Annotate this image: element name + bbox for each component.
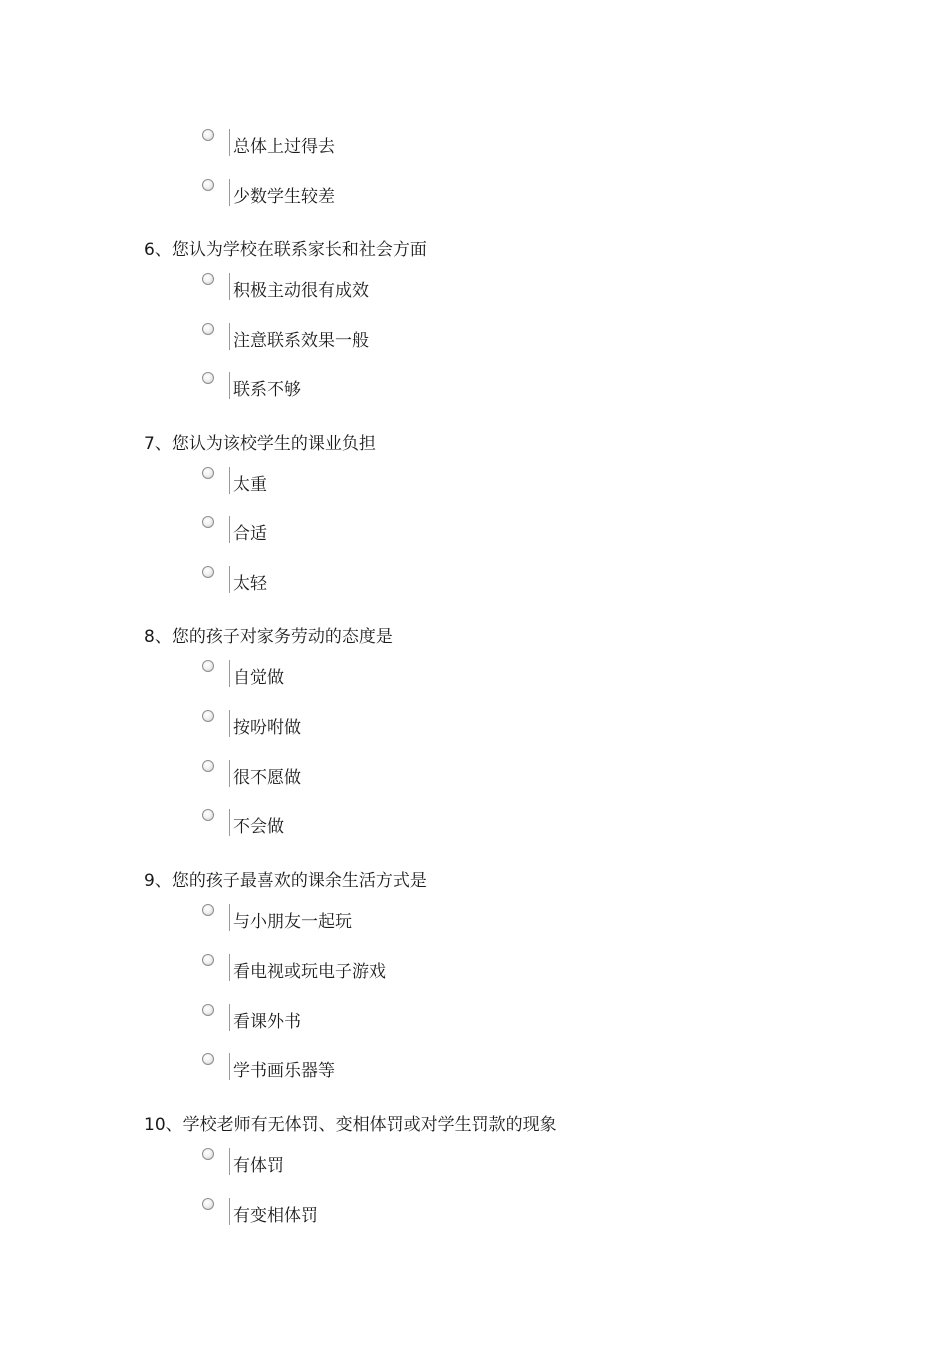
option-label: 不会做	[233, 817, 284, 837]
question-8-option-4[interactable]	[202, 809, 602, 839]
radio-button[interactable]	[202, 179, 214, 191]
option-label: 合适	[233, 524, 267, 544]
option-separator	[229, 1198, 230, 1225]
option-label: 看课外书	[233, 1012, 301, 1032]
radio-button[interactable]	[202, 760, 214, 772]
radio-button[interactable]	[202, 954, 214, 966]
question-5-option-2[interactable]	[202, 179, 602, 209]
question-6-title: 6、您认为学校在联系家长和社会方面	[144, 240, 427, 260]
option-label: 太轻	[233, 574, 267, 594]
question-7-title: 7、您认为该校学生的课业负担	[144, 434, 376, 454]
question-10-title: 10、学校老师有无体罚、变相体罚或对学生罚款的现象	[144, 1115, 557, 1135]
radio-button[interactable]	[202, 467, 214, 479]
option-separator	[229, 323, 230, 350]
option-label: 积极主动很有成效	[233, 281, 369, 301]
question-8-option-3[interactable]	[202, 760, 602, 790]
radio-button[interactable]	[202, 516, 214, 528]
option-label: 学书画乐器等	[233, 1061, 335, 1081]
option-separator	[229, 904, 230, 931]
question-9-option-3[interactable]	[202, 1004, 602, 1034]
question-9-option-1[interactable]	[202, 904, 602, 934]
question-7-option-2[interactable]	[202, 516, 602, 546]
option-separator	[229, 129, 230, 156]
question-10-option-1[interactable]	[202, 1148, 602, 1178]
radio-button[interactable]	[202, 1053, 214, 1065]
option-separator	[229, 179, 230, 206]
question-9-option-2[interactable]	[202, 954, 602, 984]
option-separator	[229, 660, 230, 687]
option-separator	[229, 372, 230, 399]
option-label: 注意联系效果一般	[233, 331, 369, 351]
question-10-option-2[interactable]	[202, 1198, 602, 1228]
question-8-title: 8、您的孩子对家务劳动的态度是	[144, 627, 393, 647]
option-label: 很不愿做	[233, 768, 301, 788]
question-8-option-1[interactable]	[202, 660, 602, 690]
radio-button[interactable]	[202, 809, 214, 821]
radio-button[interactable]	[202, 710, 214, 722]
radio-button[interactable]	[202, 1148, 214, 1160]
radio-button[interactable]	[202, 129, 214, 141]
option-label: 按吩咐做	[233, 718, 301, 738]
option-separator	[229, 566, 230, 593]
question-6-option-3[interactable]	[202, 372, 602, 402]
radio-button[interactable]	[202, 904, 214, 916]
radio-button[interactable]	[202, 323, 214, 335]
question-6-option-1[interactable]	[202, 273, 602, 303]
question-5-option-1[interactable]	[202, 129, 602, 159]
question-6-option-2[interactable]	[202, 323, 602, 353]
radio-button[interactable]	[202, 1198, 214, 1210]
option-separator	[229, 760, 230, 787]
option-label: 总体上过得去	[233, 137, 335, 157]
radio-button[interactable]	[202, 660, 214, 672]
option-label: 有变相体罚	[233, 1206, 318, 1226]
option-separator	[229, 954, 230, 981]
question-7-option-3[interactable]	[202, 566, 602, 596]
radio-button[interactable]	[202, 566, 214, 578]
option-separator	[229, 467, 230, 494]
radio-button[interactable]	[202, 372, 214, 384]
radio-button[interactable]	[202, 1004, 214, 1016]
option-separator	[229, 710, 230, 737]
option-separator	[229, 1004, 230, 1031]
option-label: 自觉做	[233, 668, 284, 688]
radio-button[interactable]	[202, 273, 214, 285]
option-label: 有体罚	[233, 1156, 284, 1176]
question-8-option-2[interactable]	[202, 710, 602, 740]
question-9-title: 9、您的孩子最喜欢的课余生活方式是	[144, 871, 427, 891]
option-separator	[229, 273, 230, 300]
option-separator	[229, 1053, 230, 1080]
option-label: 少数学生较差	[233, 187, 335, 207]
question-7-option-1[interactable]	[202, 467, 602, 497]
option-label: 与小朋友一起玩	[233, 912, 352, 932]
option-separator	[229, 516, 230, 543]
option-label: 太重	[233, 475, 267, 495]
question-9-option-4[interactable]	[202, 1053, 602, 1083]
option-label: 联系不够	[233, 380, 301, 400]
option-separator	[229, 809, 230, 836]
option-separator	[229, 1148, 230, 1175]
option-label: 看电视或玩电子游戏	[233, 962, 386, 982]
